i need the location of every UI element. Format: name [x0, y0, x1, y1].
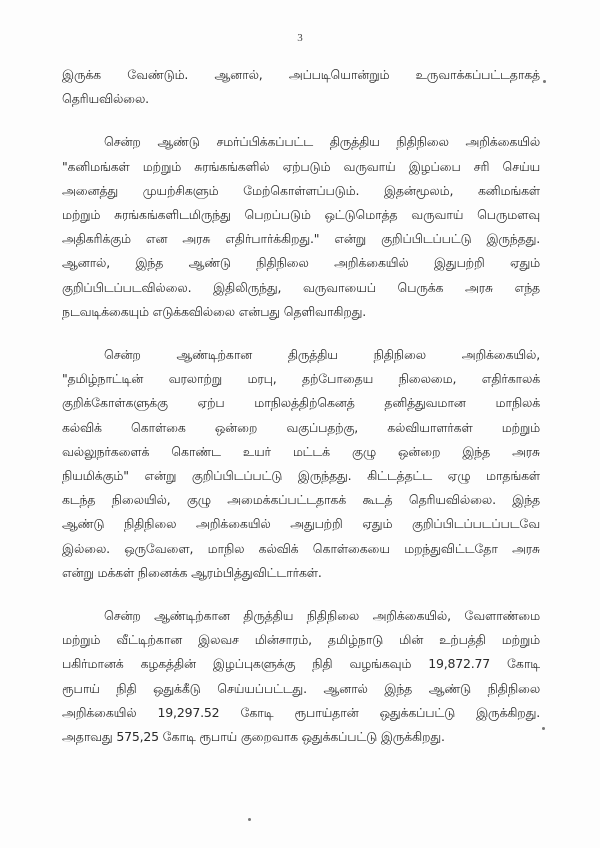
text-line: சென்ற ஆண்டு சமர்ப்பிக்கப்பட்ட திருத்திய நிதிநிலை அறிக்கையில்	[104, 134, 540, 150]
text-line: கடந்த நிலையில், குழு அமைக்கப்பட்டதாகக் கூடத் தெரியவில்லை. இந்த	[62, 492, 540, 508]
text-line: அதாவது 575,25 கோடி ரூபாய் குறைவாக ஒதுக்கப்பட்டு இருக்கிறது.	[62, 729, 445, 745]
text-line: ரூபாய் நிதி ஒதுக்கீடு செய்யப்பட்டது. ஆனால் இந்த ஆண்டு நிதிநிலை	[62, 680, 540, 696]
text-line: இருக்க வேண்டும். ஆனால், அப்படியொன்றும் உருவாக்கப்பட்டதாகத்	[62, 67, 540, 82]
text-line: ஆனால், இந்த ஆண்டு நிதிநிலை அறிக்கையில் இதுபற்றி ஏதும்	[62, 255, 540, 271]
text-line: "கனிமங்கள் மற்றும் சுரங்கங்களில் ஏற்படும் வருவாய் இழப்பை சரி செய்ய	[62, 158, 540, 174]
text-line: கல்விக் கொள்கை ஒன்றை வகுப்பதற்கு, கல்வியாளர்கள் மற்றும்	[62, 419, 540, 435]
text-line: சென்ற ஆண்டிற்கான திருத்திய நிதிநிலை அறிக்கையில், வேளாண்மை	[104, 608, 540, 624]
text-line: மற்றும் சுரங்கங்களிடமிருந்து பெறப்படும் ஒட்டுமொத்த வருவாய் பெருமளவு	[62, 207, 540, 223]
text-line: ஆண்டு நிதிநிலை அறிக்கையில் அதுபற்றி ஏதும் குறிப்பிடப்படப்படவே	[62, 516, 540, 532]
text-line: "தமிழ்நாட்டின் வரலாற்று மரபு, தற்போதைய நிலைமை, எதிர்காலக்	[62, 371, 540, 387]
scan-speck	[542, 727, 545, 730]
paragraph-continuation	[62, 63, 540, 111]
text-line: நியமிக்கும்" என்று குறிப்பிடப்பட்டு இருந்தது. கிட்டத்தட்ட ஏழு மாதங்கள்	[62, 468, 540, 484]
text-line: குறிப்பிடப்படவில்லை. இதிலிருந்து, வருவாயைப் பெருக்க அரசு எந்த	[62, 279, 540, 295]
scan-speck	[248, 818, 251, 821]
text-line: இல்லை. ஒருவேளை, மாநில கல்விக் கொள்கையை மறந்துவிட்டதோ அரசு	[62, 540, 540, 556]
text-line: குறிக்கோள்களுக்கு ஏற்ப மாநிலத்திற்கெனத் தனித்துவமான மாநிலக்	[62, 395, 540, 411]
text-line: என்று மக்கள் நினைக்க ஆரம்பித்துவிட்டார்கள்.	[62, 564, 322, 580]
paragraph-education-policy	[62, 343, 540, 585]
text-line: சென்ற ஆண்டிற்கான திருத்திய நிதிநிலை அறிக்கையில்,	[104, 347, 540, 363]
paragraph-mining-revenue	[62, 130, 540, 324]
text-line: பகிர்மானக் கழகத்தின் இழப்புகளுக்கு நிதி வழங்கவும் 19,872.77 கோடி	[62, 656, 540, 672]
scan-speck	[543, 80, 546, 83]
document-body	[62, 63, 540, 749]
text-line: வல்லுநர்களைக் கொண்ட உயர் மட்டக் குழு ஒன்றை இந்த அரசு	[62, 443, 540, 459]
text-line: அறிக்கையில் 19,297.52 கோடி ரூபாய்தான் ஒதுக்கப்பட்டு இருக்கிறது.	[62, 704, 540, 720]
text-line: மற்றும் வீட்டிற்கான இலவச மின்சாரம், தமிழ்நாடு மின் உற்பத்தி மற்றும்	[62, 632, 540, 648]
text-line: நடவடிக்கையும் எடுக்கவில்லை என்பது தெளிவாகிறது.	[62, 303, 367, 319]
paragraph-electricity-allocation	[62, 604, 540, 749]
text-line: அதிகரிக்கும் என அரசு எதிர்பார்க்கிறது." என்று குறிப்பிடப்பட்டு இருந்தது.	[62, 231, 540, 247]
text-line: அனைத்து முயற்சிகளும் மேற்கொள்ளப்படும். இதன்மூலம், கனிமங்கள்	[62, 182, 540, 198]
page-number: 3	[297, 32, 303, 44]
text-line: தெரியவில்லை.	[62, 91, 149, 107]
